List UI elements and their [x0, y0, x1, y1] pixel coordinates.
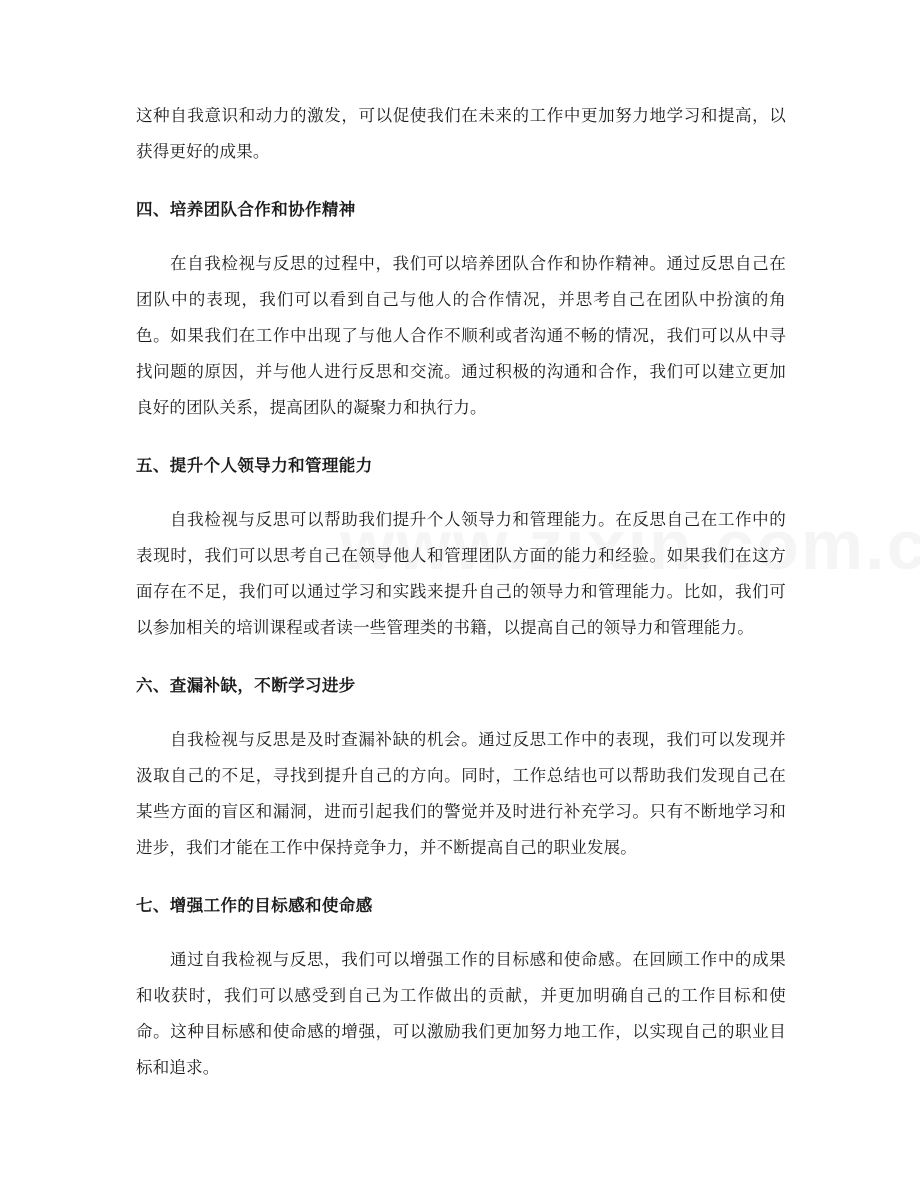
section-5 — [136, 448, 786, 646]
section-7 — [136, 888, 786, 1086]
document-page — [136, 98, 786, 1086]
section-heading: 六、查漏补缺，不断学习进步 — [136, 676, 356, 695]
section-paragraph: 自我检视与反思是及时查漏补缺的机会。通过反思工作中的表现，我们可以发现并汲取自己的不足，寻找到提升自己的方向。同时，工作总结也可以帮助我们发现自己在某些方面的盲区和漏洞，进而引起我们的警觉并及时进行补充学习。只有不断地学习和进步，我们才能在工作中保持竞争力，并不断提高自己的职业发展。 — [136, 730, 786, 857]
section-4 — [136, 192, 786, 426]
section-heading: 四、培养团队合作和协作精神 — [136, 200, 356, 219]
section-heading: 七、增强工作的目标感和使命感 — [136, 896, 373, 915]
intro-paragraph: 这种自我意识和动力的激发，可以促使我们在未来的工作中更加努力地学习和提高，以获得更好的成果。 — [136, 106, 786, 161]
section-heading: 五、提升个人领导力和管理能力 — [136, 456, 373, 475]
section-6 — [136, 668, 786, 866]
section-paragraph: 通过自我检视与反思，我们可以增强工作的目标感和使命感。在回顾工作中的成果和收获时，我们可以感受到自己为工作做出的贡献，并更加明确自己的工作目标和使命。这种目标感和使命感的增强，可以激励我们更加努力地工作，以实现自己的职业目标和追求。 — [136, 950, 786, 1077]
section-paragraph: 自我检视与反思可以帮助我们提升个人领导力和管理能力。在反思自己在工作中的表现时，我们可以思考自己在领导他人和管理团队方面的能力和经验。如果我们在这方面存在不足，我们可以通过学习和实践来提升自己的领导力和管理能力。比如，我们可以参加相关的培训课程或者读一些管理类的书籍，以提高自己的领导力和管理能力。 — [136, 510, 786, 637]
section-paragraph: 在自我检视与反思的过程中，我们可以培养团队合作和协作精神。通过反思自己在团队中的表现，我们可以看到自己与他人的合作情况，并思考自己在团队中扮演的角色。如果我们在工作中出现了与他人合作不顺利或者沟通不畅的情况，我们可以从中寻找问题的原因，并与他人进行反思和交流。通过积极的沟通和合作，我们可以建立更加良好的团队关系，提高团队的凝聚力和执行力。 — [136, 254, 786, 417]
